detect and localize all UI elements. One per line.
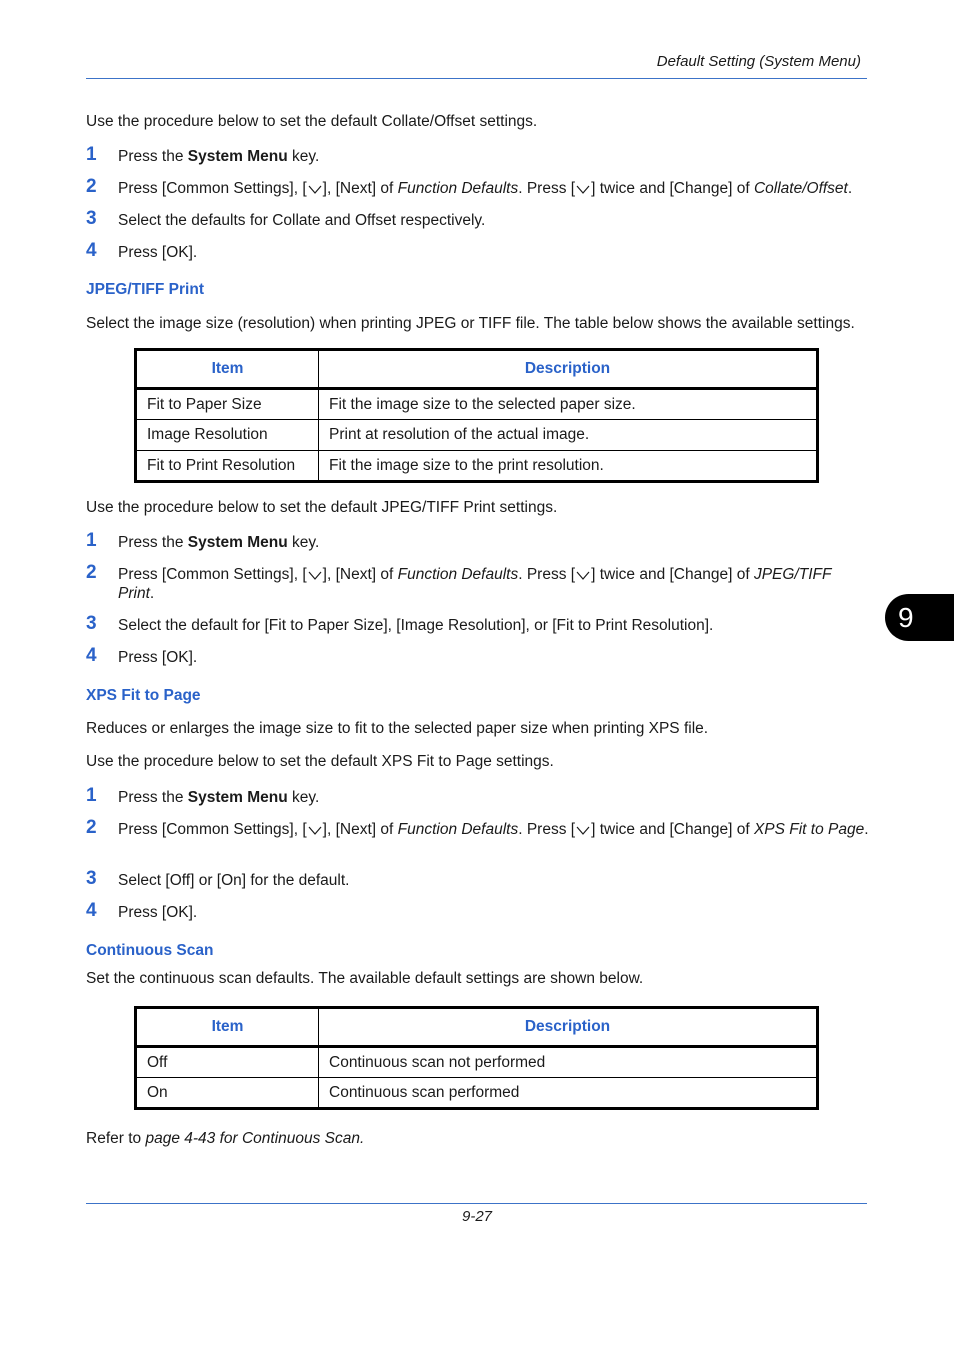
collate-step-1-number: 1 [86, 144, 97, 165]
scan-reference: Refer to page 4-43 for Continuous Scan. [86, 1130, 365, 1147]
page-number: 9-27 [461, 1208, 493, 1225]
xps-intro: Reduces or enlarges the image size to fit to the selected paper size when printing XPS file. [86, 720, 709, 737]
jpeg-step-2-text: Press [Common Settings], [ ], [Next] of Function Defaults. Press [ ] twice and [Change] of JPEG/TIFF Print. [118, 566, 832, 602]
jpeg-step-1-number: 1 [86, 530, 97, 551]
scan-heading: Continuous Scan [86, 942, 214, 959]
header-rule [86, 78, 867, 79]
jpeg-step-1-text: Press the System Menu key. [118, 534, 320, 551]
table-header-item: Item [136, 350, 319, 389]
table-cell-item: Fit to Paper Size [136, 389, 319, 420]
chevron-down-icon [307, 183, 323, 195]
table-cell-item: Off [136, 1047, 319, 1078]
jpeg-step-4-text: Press [OK]. [118, 649, 198, 666]
collate-intro: Use the procedure below to set the default Collate/Offset settings. [86, 113, 538, 130]
jpeg-step-4-number: 4 [86, 645, 97, 666]
chapter-tab [885, 594, 954, 641]
xps-step-2-text: Press [Common Settings], [ ], [Next] of Function Defaults. Press [ ] twice and [Change] of XPS Fit to Page. [118, 821, 869, 838]
collate-step-3-text: Select the defaults for Collate and Offset respectively. [118, 212, 486, 229]
table-cell-description: Continuous scan performed [319, 1078, 818, 1109]
table-row [136, 451, 818, 482]
xps-step-4-text: Press [OK]. [118, 904, 198, 921]
chevron-down-icon [575, 183, 591, 195]
table-row [136, 1078, 818, 1109]
table-header-description: Description [319, 350, 818, 389]
chevron-down-icon [307, 824, 323, 836]
collate-step-4-text: Press [OK]. [118, 244, 198, 261]
scan-settings-table [134, 1006, 819, 1110]
jpeg-step-3-number: 3 [86, 613, 97, 634]
xps-step-3-text: Select [Off] or [On] for the default. [118, 872, 350, 889]
table-row [136, 389, 818, 420]
page-reference-link[interactable]: page 4-43 for Continuous Scan. [145, 1130, 365, 1147]
collate-step-4-number: 4 [86, 240, 97, 261]
table-header-description: Description [319, 1008, 818, 1047]
chevron-down-icon [307, 569, 323, 581]
xps-heading: XPS Fit to Page [86, 687, 201, 704]
collate-step-3-number: 3 [86, 208, 97, 229]
xps-step-1-number: 1 [86, 785, 97, 806]
jpeg-intro: Select the image size (resolution) when printing JPEG or TIFF file. The table below shows the available settings. [86, 315, 855, 332]
xps-step-3-number: 3 [86, 868, 97, 889]
table-cell-item: On [136, 1078, 319, 1109]
xps-step-4-number: 4 [86, 900, 97, 921]
table-cell-item: Image Resolution [136, 420, 319, 451]
xps-step-1-text: Press the System Menu key. [118, 789, 320, 806]
table-cell-item: Fit to Print Resolution [136, 451, 319, 482]
table-cell-description: Fit the image size to the print resolution. [319, 451, 818, 482]
table-cell-description: Fit the image size to the selected paper size. [319, 389, 818, 420]
chevron-down-icon [575, 824, 591, 836]
table-header-item: Item [136, 1008, 319, 1047]
jpeg-step-2-number: 2 [86, 562, 97, 583]
chapter-number: 9 [898, 602, 914, 633]
collate-step-1-text: Press the System Menu key. [118, 148, 320, 165]
xps-step-2-number: 2 [86, 817, 97, 838]
collate-step-2-text: Press [Common Settings], [ ], [Next] of Function Defaults. Press [ ] twice and [Change] of Collate/Offset. [118, 180, 853, 197]
table-row [136, 1047, 818, 1078]
table-cell-description: Continuous scan not performed [319, 1047, 818, 1078]
table-cell-description: Print at resolution of the actual image. [319, 420, 818, 451]
collate-step-2-number: 2 [86, 176, 97, 197]
jpeg-step-3-text: Select the default for [Fit to Paper Size], [Image Resolution], or [Fit to Print Resolution]. [118, 617, 714, 634]
jpeg-heading: JPEG/TIFF Print [86, 281, 204, 298]
xps-procedure-intro: Use the procedure below to set the default XPS Fit to Page settings. [86, 753, 554, 770]
footer-rule [86, 1203, 867, 1204]
jpeg-procedure-intro: Use the procedure below to set the default JPEG/TIFF Print settings. [86, 499, 558, 516]
jpeg-settings-table [134, 348, 819, 483]
chevron-down-icon [575, 569, 591, 581]
scan-intro: Set the continuous scan defaults. The available default settings are shown below. [86, 970, 644, 987]
running-header: Default Setting (System Menu) [656, 53, 861, 70]
table-row [136, 420, 818, 451]
